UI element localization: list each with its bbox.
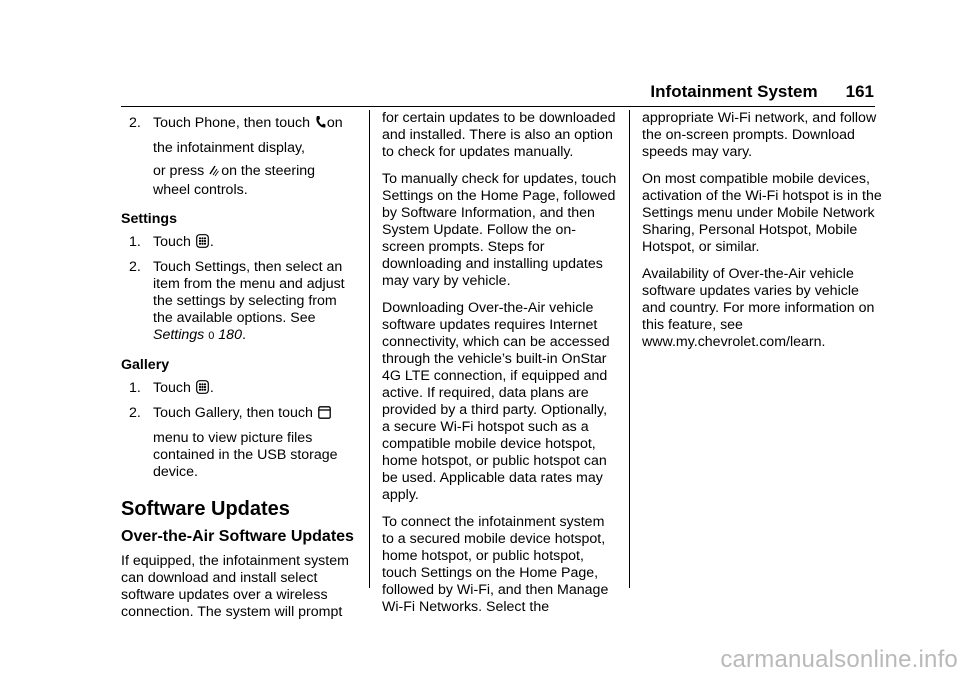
page-header [650, 82, 874, 102]
step-text: Touch Phone, then touch [153, 115, 310, 131]
step-text: wheel controls. [153, 182, 248, 198]
column-2 [382, 110, 618, 626]
paragraph-updates-manual: for certain updates to be downloaded and installed. There is also an option to check for updates manually. [382, 110, 616, 160]
phone-handset-icon [315, 115, 326, 134]
step-number: 1. [129, 234, 141, 250]
steering-wheel-voice-icon [209, 163, 220, 182]
step-text: . [209, 380, 214, 396]
phone-step [121, 115, 355, 199]
column-3 [642, 110, 882, 361]
section-title: Infotainment System [650, 82, 818, 101]
step-text: on [326, 115, 343, 131]
step-number: 1. [129, 380, 141, 396]
paragraph-availability: Availability of Over-the-Air vehicle software updates varies by vehicle and country. For more information on this feature, see www.my.chevrolet.com/learn. [642, 266, 875, 350]
gallery-step-2 [121, 405, 355, 481]
settings-step-1 [121, 234, 355, 253]
step-text: Touch [153, 234, 191, 250]
step-number: 2. [129, 115, 141, 131]
column-divider-1 [369, 110, 370, 588]
cross-reference-arrow-icon: 0 [208, 330, 215, 342]
step-text: . [209, 234, 214, 250]
apps-grid-icon [196, 380, 209, 399]
reference-page: 180 [218, 327, 242, 343]
paragraph-ota-intro: If equipped, the infotainment system can download and install select software updates over a wireless connection. The system will prompt [121, 553, 349, 620]
step-text: on the steering [221, 163, 316, 179]
settings-step-2 [121, 259, 355, 345]
step-text: . [241, 327, 246, 343]
column-1 [121, 110, 355, 631]
step-text: Touch [153, 380, 191, 396]
header-rule [121, 106, 875, 107]
paragraph-connectivity: Downloading Over-the-Air vehicle software updates requires Internet connectivity, which can be accessed through the vehicle’s built-in OnStar 4G LTE connection, if equipped and active. If required, data plans are provided by a third party. Optionally, a secure Wi-Fi hotspot such as a compatible mobile device hotspot, home hotspot, or public hotspot can be used. Applicable data rates may apply. [382, 300, 610, 503]
column-divider-2 [629, 110, 630, 588]
paragraph-hotspot-activation: On most compatible mobile devices, activation of the Wi-Fi hotspot is in the Settings menu under Mobile Network Sharing, Personal Hotspot, Mobile Hotspot, or similar. [642, 171, 882, 255]
page-number: 161 [845, 82, 874, 101]
step-text: menu to view picture files contained in the USB storage device. [153, 430, 338, 480]
paragraph-manual-check: To manually check for updates, touch Settings on the Home Page, followed by Software Information, and then System Update. Follow the on-screen prompts. Steps for downloading and installing updates may vary by vehicle. [382, 171, 617, 289]
step-text: or press [153, 163, 205, 179]
step-number: 2. [129, 259, 141, 275]
gallery-label: Gallery [121, 357, 170, 373]
watermark: carmanualsonline.info [720, 646, 958, 673]
menu-rectangle-icon [318, 406, 331, 424]
paragraph-wifi-network: appropriate Wi-Fi network, and follow the on-screen prompts. Download speeds may vary. [642, 110, 877, 160]
heading-ota-updates: Over-the-Air Software Updates [121, 528, 354, 545]
gallery-step-1 [121, 380, 355, 399]
paragraph-hotspot-connect: To connect the infotainment system to a secured mobile device hotspot, home hotspot, or public hotspot, touch Settings on the Home Page, followed by Wi-Fi, and then Manage Wi-Fi Networks. Select the [382, 514, 609, 615]
settings-reference[interactable]: Settings [153, 327, 205, 343]
step-number: 2. [129, 405, 141, 421]
heading-software-updates: Software Updates [121, 498, 290, 520]
step-text: the infotainment display, [153, 140, 305, 156]
step-text: Touch Gallery, then touch [153, 405, 313, 421]
step-text: Touch Settings, then select an item from the menu and adjust the settings by selecting from the available options. See [153, 259, 345, 326]
apps-grid-icon [196, 234, 209, 253]
settings-label: Settings [121, 211, 177, 227]
